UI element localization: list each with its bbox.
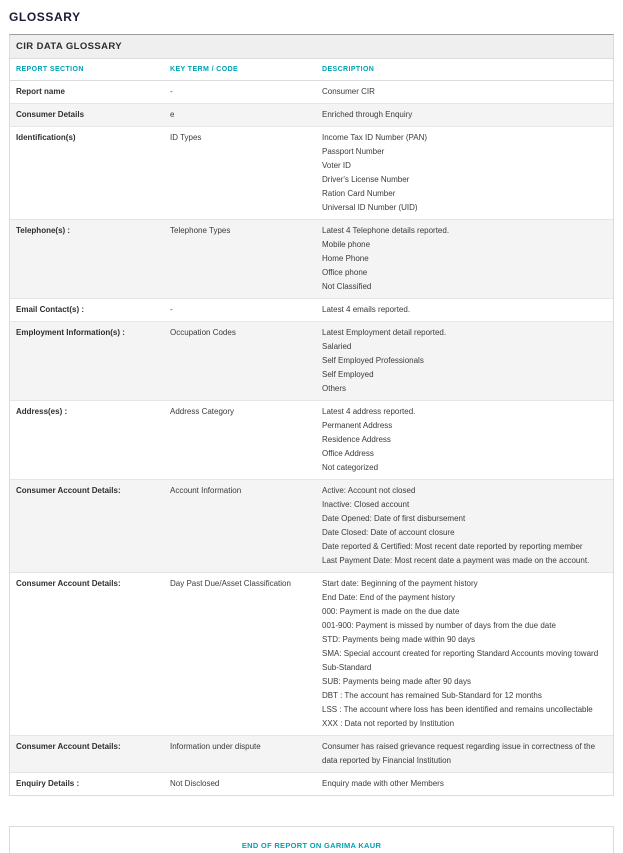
description-line: Latest 4 Telephone details reported. [322,226,450,235]
description-line: 001-900: Payment is missed by number of days from the due date [322,621,556,630]
cell-report-section: Consumer Account Details: [16,486,121,495]
cell-key-term: e [170,110,175,119]
description-line: 000: Payment is made on the due date [322,607,460,616]
cell-description [316,573,613,735]
description-line: Salaried [322,342,352,351]
table-row [10,220,613,299]
cell-description [316,81,613,103]
description-line: LSS : The account where loss has been identified and remains uncollectable [322,705,593,714]
description-line: Income Tax ID Number (PAN) [322,133,428,142]
cell-key-term: Information under dispute [170,742,261,751]
description-line: Driver's License Number [322,175,410,184]
description-line: End Date: End of the payment history [322,593,455,602]
table-row [10,127,613,220]
cell-description [316,127,613,219]
table-row [10,773,613,795]
table-title: CIR DATA GLOSSARY [10,35,613,59]
cell-description [316,773,613,795]
description-line: Not categorized [322,463,379,472]
cell-key-term: ID Types [170,133,202,142]
description-line: Enriched through Enquiry [322,110,413,119]
description-line: STD: Payments being made within 90 days [322,635,475,644]
cell-description [316,480,613,572]
description-line: Last Payment Date: Most recent date a payment was made on the account. [322,556,590,565]
cell-description [316,299,613,321]
cell-report-section: Consumer Account Details: [16,742,121,751]
table-row [10,480,613,573]
cell-report-section: Report name [16,87,65,96]
description-line: Office Address [322,449,374,458]
cell-report-section: Identification(s) [16,133,76,142]
cell-description [316,401,613,479]
table-row [10,81,613,104]
description-line: Self Employed Professionals [322,356,424,365]
page-title: GLOSSARY [9,10,81,24]
description-line: Voter ID [322,161,351,170]
description-line: SMA: Special account created for reporting Standard Accounts moving toward Sub-Standard [322,649,599,672]
column-header-key-term: KEY TERM / CODE [170,66,239,73]
description-line: Home Phone [322,254,369,263]
cell-report-section: Consumer Details [16,110,85,119]
cell-report-section: Email Contact(s) : [16,305,85,314]
description-line: Enquiry made with other Members [322,779,444,788]
cell-key-term: Account Information [170,486,242,495]
description-line: Active: Account not closed [322,486,416,495]
description-line: Latest 4 emails reported. [322,305,411,314]
table-row [10,736,613,773]
cell-description [316,322,613,400]
description-line: Office phone [322,268,368,277]
cell-key-term: - [170,87,173,96]
cell-report-section: Enquiry Details : [16,779,80,788]
cell-key-term: Telephone Types [170,226,231,235]
column-header-row [10,59,613,81]
cell-report-section: Employment Information(s) : [16,328,125,337]
description-line: Permanent Address [322,421,393,430]
description-line: Self Employed [322,370,374,379]
cell-key-term: Occupation Codes [170,328,236,337]
cell-report-section: Telephone(s) : [16,226,71,235]
cell-report-section: Consumer Account Details: [16,579,121,588]
description-line: Consumer CIR [322,87,375,96]
table-row [10,401,613,480]
table-row [10,104,613,127]
description-line: Not Classified [322,282,372,291]
glossary-table [9,34,614,796]
table-row [10,573,613,736]
description-line: Date Opened: Date of first disbursement [322,514,466,523]
cell-description [316,104,613,126]
description-line: DBT : The account has remained Sub-Standard for 12 months [322,691,542,700]
description-line: Residence Address [322,435,391,444]
report-footer [9,826,614,853]
description-line: Universal ID Number (UID) [322,203,418,212]
cell-key-term: - [170,305,173,314]
cell-key-term: Not Disclosed [170,779,220,788]
description-line: Mobile phone [322,240,371,249]
cell-description [316,220,613,298]
cell-report-section: Address(es) : [16,407,68,416]
table-row [10,322,613,401]
description-line: Date reported & Certified: Most recent date reported by reporting member [322,542,583,551]
end-of-report-text: END OF REPORT ON GARIMA KAUR [241,841,382,850]
description-line: Consumer has raised grievance request regarding issue in correctness of the data reported by Financial Institution [322,742,596,765]
description-line: Latest Employment detail reported. [322,328,447,337]
description-line: Ration Card Number [322,189,396,198]
cell-key-term: Day Past Due/Asset Classification [170,579,291,588]
description-line: Others [322,384,347,393]
description-line: Latest 4 address reported. [322,407,416,416]
description-line: Passport Number [322,147,385,156]
table-body [10,81,613,795]
column-header-report-section: REPORT SECTION [16,66,84,73]
description-line: Date Closed: Date of account closure [322,528,455,537]
cell-key-term: Address Category [170,407,235,416]
description-line: Inactive: Closed account [322,500,410,509]
description-line: Start date: Beginning of the payment history [322,579,478,588]
cell-description [316,736,613,772]
description-line: XXX : Data not reported by Institution [322,719,455,728]
table-row [10,299,613,322]
column-header-description: DESCRIPTION [322,66,375,73]
description-line: SUB: Payments being made after 90 days [322,677,471,686]
